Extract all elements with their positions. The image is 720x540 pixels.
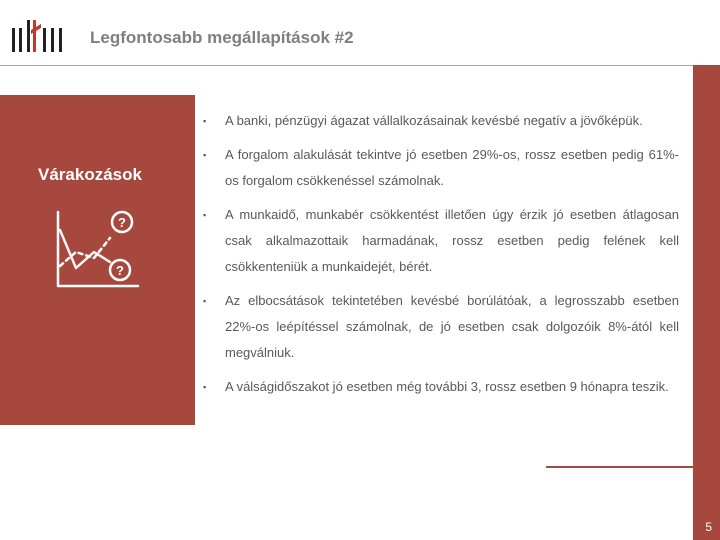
right-accent-bar <box>693 65 720 540</box>
bullet-text: A munkaidő, munkabér csökkentést illetően úgy érzik jó esetben átlagosan csak alkalmazottaik harmadának, rossz esetben pedig felének kell csökkenteniük a munkaidejét, bérét. <box>225 207 679 274</box>
list-item <box>203 202 679 280</box>
page-title: Legfontosabb megállapítások #2 <box>90 28 354 47</box>
bullet-text: A forgalom alakulását tekintve jó esetben 29%-os, rossz esetben pedig 61%-os forgalom csökkenéssel számolnak. <box>225 147 679 188</box>
bullet-text: Az elbocsátások tekintetében kevésbé borúlátóak, a legrosszabb esetben 22%-os leépítéssel számolnak, de jó esetben csak dolgozóik 8%-ától kell megválniuk. <box>225 293 679 360</box>
list-item <box>203 288 679 366</box>
bullet-text: A banki, pénzügyi ágazat vállalkozásainak kevésbé negatív a jövőképük. <box>225 113 643 128</box>
header-divider <box>0 65 693 66</box>
page-number: 5 <box>705 520 712 534</box>
svg-text:?: ? <box>118 215 126 230</box>
bullet-marker: ▪ <box>203 382 207 392</box>
bullet-marker: ▪ <box>203 296 207 306</box>
bullet-marker: ▪ <box>203 210 207 220</box>
bullet-text: A válságidőszakot jó esetben még további 3, rossz esetben 9 hónapra teszik. <box>225 379 669 394</box>
bullet-marker: ▪ <box>203 116 207 126</box>
side-panel-title: Várakozások <box>38 165 142 184</box>
svg-text:?: ? <box>116 263 124 278</box>
list-item <box>203 108 679 134</box>
bottom-divider <box>546 466 693 468</box>
list-item <box>203 374 679 400</box>
list-item <box>203 142 679 194</box>
bullet-list <box>203 108 679 408</box>
bullet-marker: ▪ <box>203 150 207 160</box>
chart-question-icon <box>52 208 142 292</box>
logo-icon <box>10 18 66 54</box>
